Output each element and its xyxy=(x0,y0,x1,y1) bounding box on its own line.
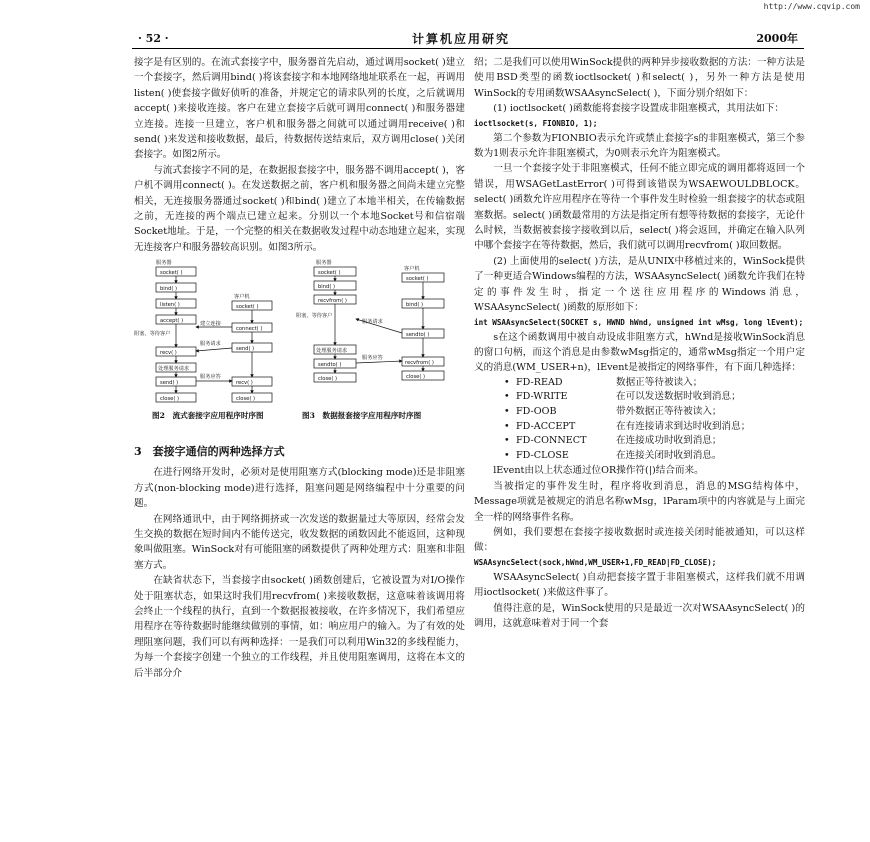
paragraph: WSAAsyncSelect( )自动把套接字置于非阻塞模式，这样我们就不用调用ioctlsocket( )来做这件事了。 xyxy=(474,571,805,599)
paragraph: 例如，我们要想在套接字接收数据时或连接关闭时能被通知，可以这样做： xyxy=(474,526,805,554)
paragraph: 一旦一个套接字处于非阻塞模式，任何不能立即完成的调用都将返回一个错误，用WSAGetLastError( )可得到该错误为WSAEWOULDBLOCK。select( )函数允许应用程序在等待一个事件发生时检验一组套接字的状态或阻塞数据。select( )函数最常用的方法是指定所有想等待数据的套接字，无论什么时候，当数据被套接字接收到以后，select( )将会返回，并确定在输入队列中哪个套接字在等待数据，然后，我们就可以调用recvfrom( )取回数据。 xyxy=(474,163,805,252)
fig3-process: 处理服务请求 xyxy=(316,348,348,355)
list-item: • FD-ACCEPT 在有连接请求到达时收到消息； xyxy=(504,420,805,435)
journal-title: 计算机应用研究 xyxy=(412,32,511,46)
journal-year: 2000年 xyxy=(756,32,798,45)
fig3-s-socket: socket( ) xyxy=(318,270,341,277)
event-desc: 在连接关闭时收到消息。 xyxy=(616,449,722,461)
fig2-c-connect: connect( ) xyxy=(236,326,263,333)
event-name: FD-CLOSE xyxy=(516,449,569,461)
event-desc: 在连接成功时收到消息； xyxy=(616,435,722,447)
paragraph: s在这个函数调用中被自动设成非阻塞方式，hWnd是接收WinSock消息的窗口句柄，而这个消息是由参数wMsg指定的，通常wMsg指定一个用户定义的消息(WM_USER+n)，lEvent是被指定的网络事件，有下面几种选择： xyxy=(474,331,805,374)
paragraph: 当被指定的事件发生时，程序将收到消息，消息的MSG结构体中，Message项就是被规定的消息名称wMsg，lParam项中的内容就是与上面完全一样的网络事件名称。 xyxy=(474,480,805,523)
fig2-caption: 图2 流式套接字应用程序时序图 xyxy=(152,411,264,421)
fig3-c-close: close( ) xyxy=(406,374,426,381)
fig3-c-sendto: sendto( ) xyxy=(406,332,430,339)
fig2-c-send: send( ) xyxy=(236,346,255,353)
sequence-diagrams xyxy=(134,259,465,409)
fig2-s-bind: bind( ) xyxy=(160,286,178,293)
figure-captions xyxy=(134,411,465,437)
event-desc: 数据正等待被读入； xyxy=(616,376,703,388)
paragraph: 接字是有区别的。在流式套接字中，服务器首先启动，通过调用socket( )建立一个套接字，然后调用bind( )将该套接字和本地网络地址联系在一起，再调用listen( )使套接字做好侦听的准备，并规定它的请求队列的长度，之后就调用accept( )来接收连接。客户在建立套接字后就可调用connect( )和服务器建立连接。连接一旦建立，客户机和服务器之间就可以通过调用receive( )和send( )来发送和接收数据，最后，待数据传送结束后，双方调用close( )关闭套接字。如图2所示。 xyxy=(134,57,465,161)
fig3-c-recvfrom: recvfrom( ) xyxy=(405,360,434,367)
fig3-s-bind: bind( ) xyxy=(318,284,336,291)
watermark-url: http://www.cqvip.com xyxy=(763,2,860,11)
fig2-client-label: 客户机 xyxy=(234,294,250,301)
list-item: • FD-OOB 带外数据正等待被读入； xyxy=(504,405,805,420)
fig2-c-close: close( ) xyxy=(236,396,256,403)
event-name: FD-WRITE xyxy=(516,391,568,403)
fig2-establish: 建立连接 xyxy=(200,321,221,328)
event-name: FD-CONNECT xyxy=(516,435,587,447)
list-item: • FD-CLOSE 在连接关闭时收到消息。 xyxy=(504,449,805,464)
fig2-reply: 服务应答 xyxy=(200,374,221,381)
paragraph: lEvent由以上状态通过位OR操作符(|)结合而来。 xyxy=(493,465,704,477)
fig3-s-sendto: sendto( ) xyxy=(318,362,342,369)
fig2-s-close: close( ) xyxy=(160,396,180,403)
page-header xyxy=(132,30,802,48)
fig2-server-label: 服务器 xyxy=(156,260,172,267)
code-line: WSAAsyncSelect(sock,hWnd,WM_USER+1,FD_READ|FD_CLOSE); xyxy=(474,557,717,567)
fig2-request: 服务请求 xyxy=(200,341,221,348)
fig3-s-recvfrom: recvfrom( ) xyxy=(318,298,347,305)
event-desc: 带外数据正等待被读入； xyxy=(616,405,722,417)
code-line: ioctlsocket(s, FIONBIO, 1); xyxy=(474,118,598,128)
list-item: • FD-CONNECT 在连接成功时收到消息； xyxy=(504,434,805,449)
list-item: • FD-WRITE 在可以发送数据时收到消息； xyxy=(504,390,805,405)
paragraph: 在进行网络开发时，必须对是使用阻塞方式(blocking mode)还是非阻塞方式(non-blocking mode)进行选择，阻塞问题是网络编程中十分重要的问题。 xyxy=(134,467,465,510)
fig3-server-label: 服务器 xyxy=(316,260,332,267)
fig3-c-socket: socket( ) xyxy=(406,276,429,283)
event-name: FD-READ xyxy=(516,376,563,388)
fig2-s-accept: accept( ) xyxy=(160,318,184,325)
paragraph: 在网络通讯中，由于网络拥挤或一次发送的数据量过大等原因，经常会发生交换的数据在短时间内不能传送完，收发数据的函数因此不能返回，这种现象叫做阻塞。WinSock对有可能阻塞的函数提供了两种处理方式：阻塞和非阻塞方式。 xyxy=(134,513,465,571)
fig2-s-recv: recv( ) xyxy=(160,350,177,357)
paragraph: 绍；二是我们可以使用WinSock提供的两种异步接收数据的方法：一种方法是使用BSD类型的函数ioctlsocket( )和select( )，另外一种方法是使用WinSock的专用函数WSAAsyncSelect( )，下面分别介绍如下： xyxy=(474,57,805,99)
fig3-wait: 阻塞，等待客户 xyxy=(296,313,333,320)
event-list xyxy=(474,376,805,464)
event-name: FD-OOB xyxy=(516,405,557,417)
section-heading: 3 套接字通信的两种选择方式 xyxy=(134,445,285,459)
fig2-c-recv: recv( ) xyxy=(236,380,253,387)
code-line: int WSAAsyncSelect(SOCKET s, HWND hWnd, unsigned int wMsg, long lEvent); xyxy=(474,317,804,327)
fig2-wait: 阻塞，等待客户 xyxy=(134,331,171,338)
left-column xyxy=(134,55,465,681)
header-rule xyxy=(132,48,804,49)
fig3-caption: 图3 数据报套接字应用程序时序图 xyxy=(302,411,422,421)
paragraph: (2) 上面使用的select( )方法，是从UNIX中移植过来的，WinSock提供了一种更适合Windows编程的方法，WSAAsyncSelect( )函数允许我们在特定的事件发生时，指定一个送往应用程序的Windows消息，WSAAsyncSelect( )函数的原形如下： xyxy=(474,255,805,314)
fig2-c-socket: socket( ) xyxy=(236,304,259,311)
fig3-s-close: close( ) xyxy=(318,376,338,383)
fig3-client-label: 客户机 xyxy=(404,266,420,273)
fig2-s-send: send( ) xyxy=(160,380,179,387)
paragraph: 与流式套接字不同的是，在数据报套接字中，服务器不调用accept( )，客户机不调用connect( )。在发送数据之前，客户机和服务器之间尚未建立完整相关，无连接服务器通过socket( )和bind( )建立了本地半相关，在传输数据之前，无连接的两个端点已建立起来。分别以一个本地Socket号和信宿端Socket地址。于是，一个完整的相关在数据收发过程中动态地建立起来，实现无连接客户和服务器较高识别。如图3所示。 xyxy=(134,164,465,253)
fig3-reply: 服务应答 xyxy=(362,355,383,362)
paragraph: (1) ioctlsocket( )函数能将套接字设置成非阻塞模式，其用法如下： xyxy=(493,103,784,115)
paragraph: 值得注意的是，WinSock使用的只是最近一次对WSAAsyncSelect( )的调用，这就意味着对于同一个套 xyxy=(474,602,805,629)
fig2-process: 处理服务请求 xyxy=(158,366,190,373)
event-desc: 在有连接请求到达时收到消息； xyxy=(616,420,751,432)
paragraph: 在缺省状态下，当套接字由socket( )函数创建后，它被设置为对I/O操作处于阻塞状态，如果这时我们用recvfrom( )来接收数据，这意味着该调用将会终止一个线程的执行，直到一个数据报被接收，在许多情况下，我们希望应用程序在等待数据时能继续做别的事情，如：响应用户的输入。为了有效的处理阻塞问题，我们可以有两种选择：一是我们可以利用Win32的多线程能力，为每一个套接字创建一个独立的工作线程，并且使用阻塞调用，这将在本文的后半部分介 xyxy=(134,575,465,679)
fig3-request: 服务请求 xyxy=(362,319,383,326)
right-column xyxy=(474,55,805,631)
fig2-s-listen: listen( ) xyxy=(160,302,180,309)
figures-2-3 xyxy=(134,259,465,409)
event-name: FD-ACCEPT xyxy=(516,420,576,432)
paragraph: 第二个参数为FIONBIO表示允许或禁止套接字s的非阻塞模式，第三个参数为1则表示允许非阻塞模式，为0则表示允许为阻塞模式。 xyxy=(474,132,805,160)
fig3-c-bind: bind( ) xyxy=(406,302,424,309)
fig2-s-socket: socket( ) xyxy=(160,270,183,277)
event-desc: 在可以发送数据时收到消息； xyxy=(616,391,741,403)
list-item: • FD-READ 数据正等待被读入； xyxy=(504,376,805,391)
page-number: · 52 · xyxy=(138,32,169,45)
